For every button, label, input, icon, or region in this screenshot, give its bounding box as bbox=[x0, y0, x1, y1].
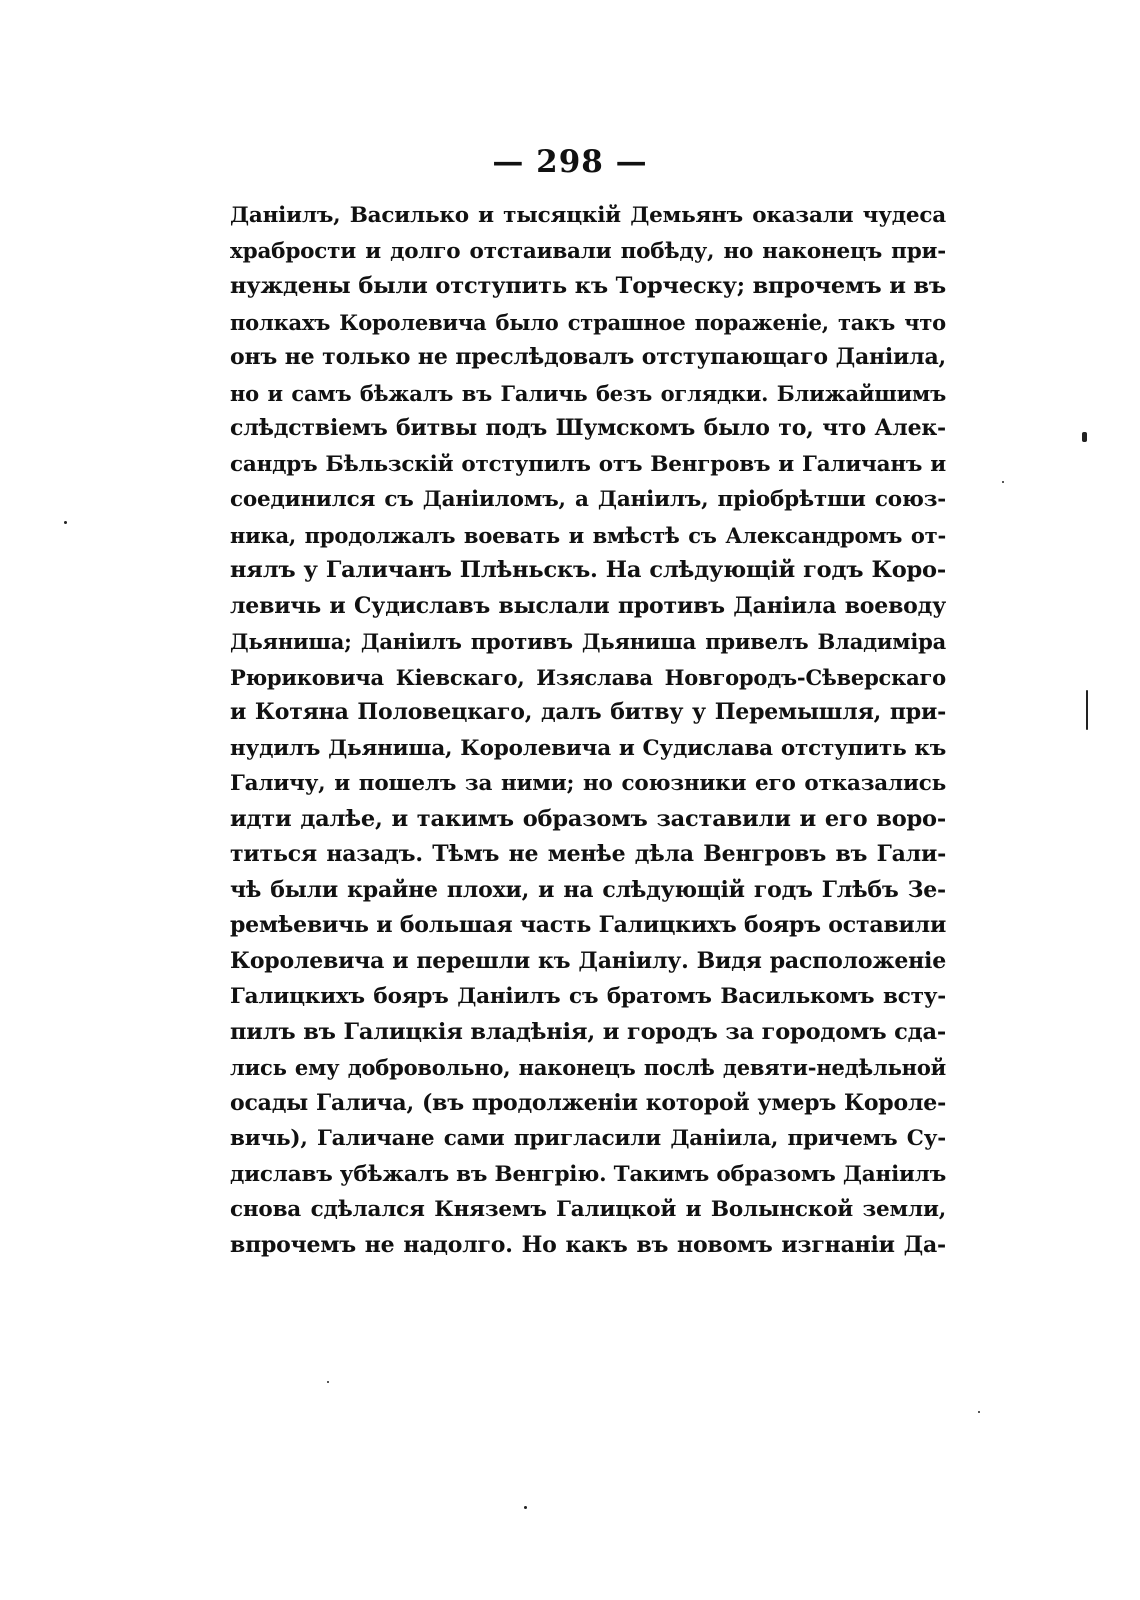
text-line: нудилъ Дьяниша, Королевича и Судислава отступить къ bbox=[230, 735, 946, 761]
text-line: соединился съ Даніиломъ, а Даніилъ, пріобрѣтши союз- bbox=[230, 487, 946, 512]
text-line: титься назадъ. Тѣмъ не менѣе дѣла Венгровъ въ Гали- bbox=[230, 841, 946, 867]
text-line: осады Галича, (въ продолженіи которой умеръ Короле- bbox=[230, 1089, 946, 1116]
text-line: Королевича и перешли къ Даніилу. Видя расположеніе bbox=[230, 947, 946, 974]
text-line: впрочемъ не надолго. Но какъ въ новомъ изгнаніи Да- bbox=[230, 1231, 946, 1258]
text-line: Галицкихъ бояръ Даніилъ съ братомъ Василькомъ всту- bbox=[230, 984, 946, 1009]
text-line: Рюриковича Кіевскаго, Изяслава Новгородъ-Сѣверскаго bbox=[230, 664, 946, 690]
text-line: сандръ Бѣльзскій отступилъ отъ Венгровъ и Галичанъ и bbox=[230, 451, 946, 477]
text-line: онъ не только не преслѣдовалъ отступающаго Даніила, bbox=[230, 344, 946, 370]
text-line: слѣдствіемъ битвы подъ Шумскомъ было то, что Алек- bbox=[230, 415, 946, 441]
scan-speck bbox=[1082, 432, 1087, 442]
text-line: нуждены были отступить къ Торческу; впрочемъ и въ bbox=[230, 273, 946, 299]
text-line: и Котяна Половецкаго, далъ битву у Перемышля, при- bbox=[230, 699, 946, 725]
text-line: но и самъ бѣжалъ въ Галичь безъ оглядки. Ближайшимъ bbox=[230, 380, 946, 406]
text-line: полкахъ Королевича было страшное пораженіе, такъ что bbox=[230, 309, 946, 335]
text-line: пилъ въ Галицкія владѣнія, и городъ за городомъ сда- bbox=[230, 1018, 946, 1045]
page-number: — 298 — bbox=[492, 144, 648, 180]
scan-speck bbox=[1086, 690, 1088, 730]
text-line: ремѣевичь и большая часть Галицкихъ бояръ оставили bbox=[230, 912, 946, 938]
scan-speck bbox=[978, 1411, 980, 1413]
text-line: нялъ у Галичанъ Плѣньскъ. На слѣдующій годъ Коро- bbox=[230, 557, 946, 583]
text-line: левичь и Судиславъ выслали противъ Даніила воеводу bbox=[230, 592, 946, 619]
text-line: ника, продолжалъ воевать и вмѣстѣ съ Александромъ от- bbox=[230, 522, 946, 548]
scan-speck bbox=[64, 521, 67, 524]
text-line: снова сдѣлался Княземъ Галицкой и Волынской земли, bbox=[230, 1197, 946, 1222]
text-line: вичь), Галичане сами пригласили Даніила, причемъ Су- bbox=[230, 1126, 946, 1151]
text-line: Дьяниша; Даніилъ противъ Дьяниша привелъ Владиміра bbox=[230, 629, 946, 654]
text-line: храбрости и долго отстаивали побѣду, но наконецъ при- bbox=[230, 238, 946, 264]
text-line: лись ему добровольно, наконецъ послѣ девяти-недѣльной bbox=[230, 1055, 946, 1080]
scan-speck bbox=[524, 1506, 527, 1509]
text-line: Даніилъ, Василько и тысяцкій Демьянъ оказали чудеса bbox=[230, 203, 946, 228]
body-text bbox=[230, 198, 946, 1263]
scan-speck bbox=[327, 1381, 329, 1383]
text-line: диславъ убѣжалъ въ Венгрію. Такимъ образомъ Даніилъ bbox=[230, 1161, 946, 1187]
text-line: Галичу, и пошелъ за ними; но союзники его отказались bbox=[230, 771, 946, 796]
text-line: чѣ были крайне плохи, и на слѣдующій годъ Глѣбъ Зе- bbox=[230, 876, 946, 903]
text-line: идти далѣе, и такимъ образомъ заставили и его воро- bbox=[230, 805, 946, 832]
scan-speck bbox=[1002, 481, 1004, 483]
